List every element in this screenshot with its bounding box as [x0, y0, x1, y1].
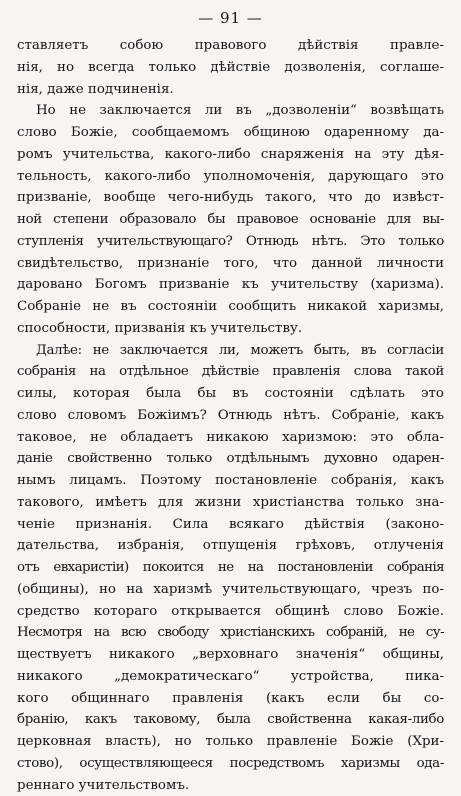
text-line: средство котораго открывается общинѣ слово Божіе.	[17, 601, 444, 623]
text-line: ной степени образовало бы правовое основаніе для вы-	[17, 209, 444, 231]
text-line: ставляетъ собою правового дѣйствія правле-	[17, 35, 444, 57]
text-line: слово словомъ Божіимъ? Отнюдь нѣтъ. Собраніе, какъ	[17, 405, 444, 427]
text-line: свидѣтельство, признаніе того, что данной личности	[17, 253, 444, 275]
text-line: способности, призванія къ учительству.	[17, 318, 444, 340]
text-line: дательства, избранія, отпущенія грѣховъ, отлученія	[17, 535, 444, 557]
text-line: отъ евхаристіи) покоится не на постановленіи собранія	[17, 557, 444, 579]
text-line: такового, имѣетъ для жизни христіанства только зна-	[17, 492, 444, 514]
page-number: — 91 —	[0, 8, 461, 28]
text-line: Далѣе: не заключается ли, можетъ быть, въ согласіи	[17, 340, 444, 362]
text-line: Но не заключается ли въ „дозволеніи“ возвѣщать	[17, 100, 444, 122]
text-line: ществуетъ никакого „верховнаго значенія“ общины,	[17, 644, 444, 666]
text-line: нія, но всегда только дѣйствіе дозволенія, соглаше-	[17, 57, 444, 79]
text-line: никакого „демократическаго“ устройства, пика-	[17, 666, 444, 688]
text-line: ромъ учительства, какого-либо снаряженія на эту дѣя-	[17, 144, 444, 166]
text-line: Несмотря на всю свободу христіанскихъ собраній, не су-	[17, 622, 444, 644]
text-line: ступленія учительствующаго? Отнюдь нѣтъ. Это только	[17, 231, 444, 253]
text-line: нымъ лицамъ. Поэтому постановленіе собранія, какъ	[17, 470, 444, 492]
text-line: тельность, какого-либо уполномоченія, дарующаго это	[17, 166, 444, 188]
text-line: собранія на отдѣльное дѣйствіе правленія слова такой	[17, 361, 444, 383]
text-line: даніе свойственно только отдѣльнымъ духовно одарен-	[17, 448, 444, 470]
text-line: ченіе признанія. Сила всякаго дѣйствія (законо-	[17, 514, 444, 536]
text-line: (общины), но на харизмѣ учительствующаго, чрезъ по-	[17, 579, 444, 601]
text-line: слово Божіе, сообщаемомъ общиною одаренному да-	[17, 122, 444, 144]
text-line: бранію, какъ таковому, была свойственна какая-либо	[17, 709, 444, 731]
text-line: стово), осуществляющееся посредствомъ харизмы ода-	[17, 753, 444, 775]
text-line: кого общиннаго правленія (какъ если бы со-	[17, 688, 444, 710]
text-line: таковое, не обладаетъ никакою харизмою: это обла-	[17, 427, 444, 449]
text-line: даровано Богомъ призваніе къ учительству (харизма).	[17, 274, 444, 296]
body-text	[17, 35, 444, 796]
text-line: церковная власть), но только правленіе Божіе (Хри-	[17, 731, 444, 753]
text-line: нія, даже подчиненія.	[17, 79, 444, 101]
text-line: реннаго учительствомъ.	[17, 775, 444, 796]
text-line: призваніе, вообще чего-нибудь такого, что до извѣст-	[17, 187, 444, 209]
text-line: Собраніе не въ состояніи сообщить никакой харизмы,	[17, 296, 444, 318]
text-line: силы, которая была бы въ состояніи сдѣлать это	[17, 383, 444, 405]
